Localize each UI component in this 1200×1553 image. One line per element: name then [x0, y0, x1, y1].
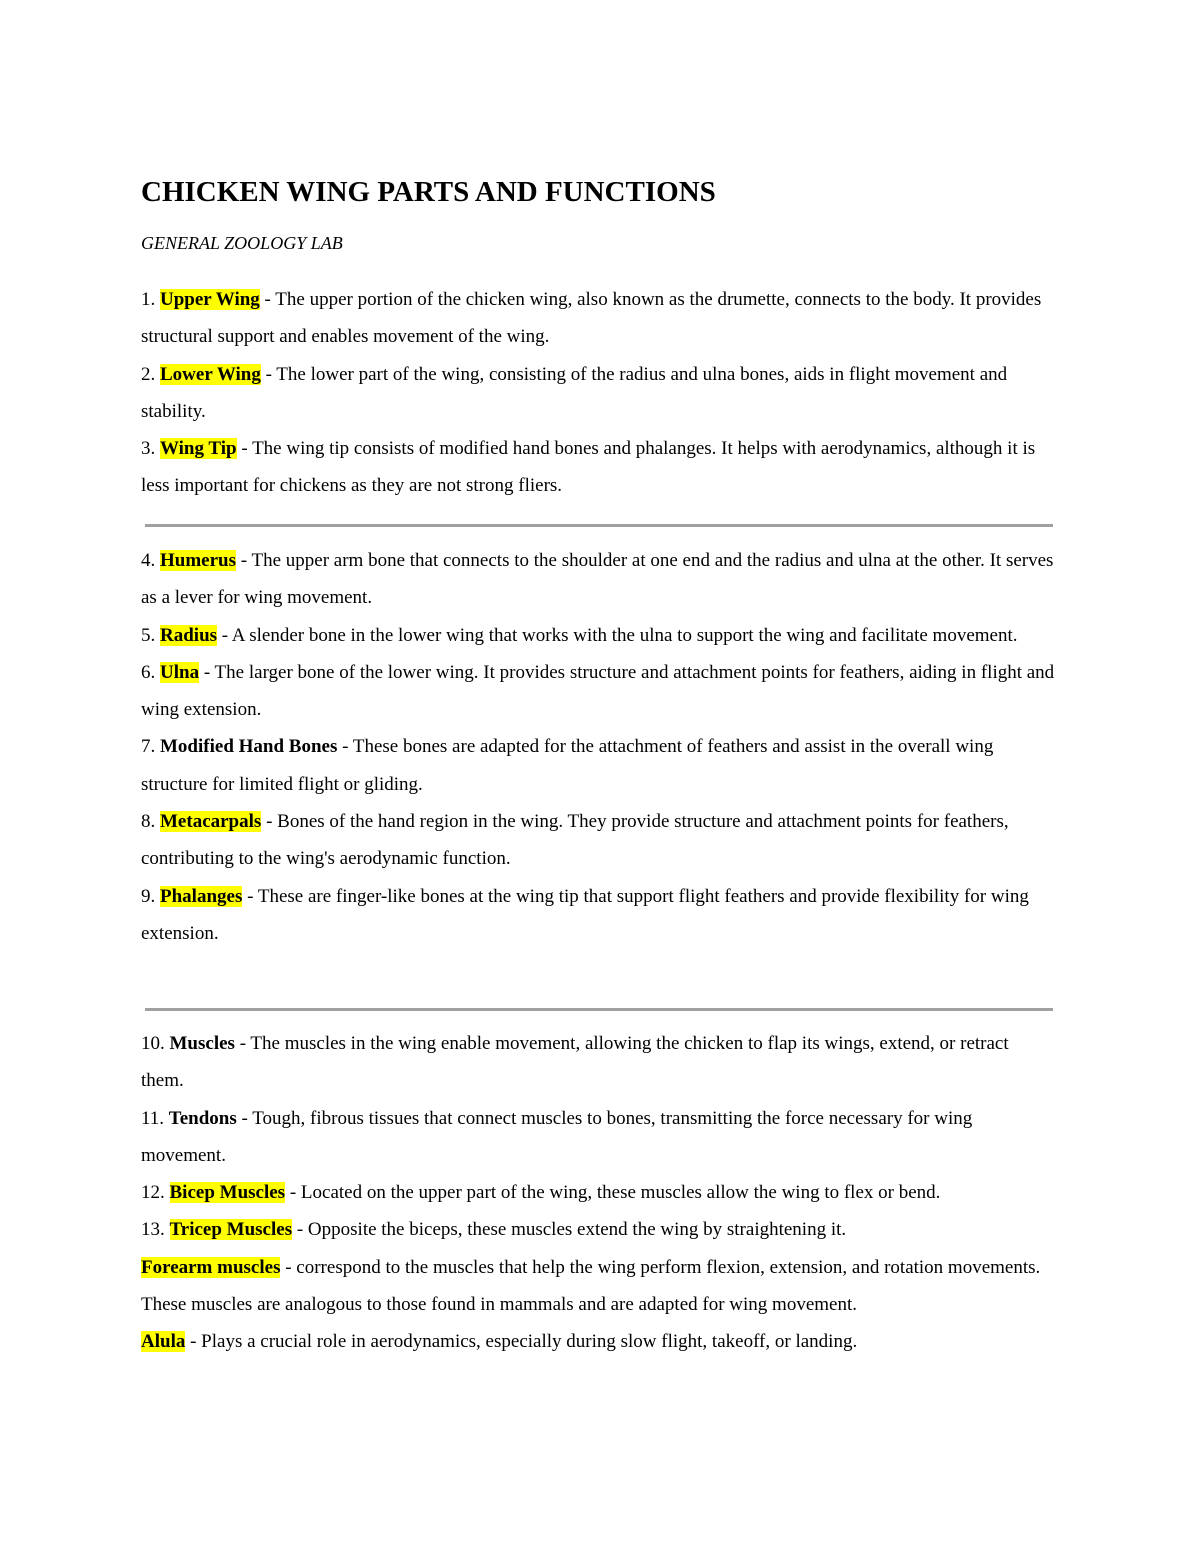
item-number: 9. — [141, 885, 156, 907]
item-description: - The larger bone of the lower wing. It provides structure and attachment points for feathers, aiding in flight and wing extension. — [141, 661, 1055, 721]
list-item — [141, 803, 1056, 878]
document-subtitle: GENERAL ZOOLOGY LAB — [141, 233, 343, 253]
item-term: Tricep Muscles — [169, 1219, 293, 1241]
list-item — [141, 1323, 1056, 1360]
item-description: - correspond to the muscles that help the wing perform flexion, extension, and rotation movements. These muscles are analogous to those found in mammals and are adapted for wing movement. — [141, 1256, 1041, 1316]
list-item — [141, 1174, 1056, 1211]
item-term: Radius — [160, 624, 218, 646]
item-number: 12. — [141, 1182, 165, 1204]
list-item — [141, 1100, 1056, 1175]
item-number: 3. — [141, 438, 156, 460]
item-number: 7. — [141, 736, 156, 758]
section-wing-parts — [141, 281, 1056, 505]
item-description: - The upper portion of the chicken wing, also known as the drumette, connects to the body. It provides structural support and enables movement of the wing. — [141, 289, 1042, 348]
item-number: 4. — [141, 550, 156, 571]
item-term: Lower Wing — [160, 363, 261, 385]
item-description: - Plays a crucial role in aerodynamics, especially during slow flight, takeoff, or landing. — [185, 1331, 858, 1353]
list-item — [141, 617, 1056, 654]
item-term: Tendons — [168, 1107, 237, 1129]
list-item — [141, 654, 1056, 729]
document-title: CHICKEN WING PARTS AND FUNCTIONS — [141, 176, 716, 208]
item-description: - Bones of the hand region in the wing. They provide structure and attachment points for feathers, contributing to the wing's aerodynamic function. — [141, 811, 1009, 870]
list-item — [141, 356, 1056, 431]
item-term: Upper Wing — [160, 289, 260, 310]
item-term: Metacarpals — [160, 811, 262, 833]
item-term: Ulna — [160, 661, 200, 683]
item-number: 8. — [141, 811, 156, 833]
item-number: 6. — [141, 661, 156, 683]
item-description: - These are finger-like bones at the wing tip that support flight feathers and provide flexibility for wing extension. — [141, 885, 1029, 944]
item-description: - The upper arm bone that connects to the shoulder at one end and the radius and ulna at the other. It serves as a lever for wing movement. — [141, 550, 1054, 609]
item-description: - The wing tip consists of modified hand bones and phalanges. It helps with aerodynamics, although it is less important for chickens as they are not strong fliers. — [141, 438, 1036, 497]
list-item — [141, 1211, 1056, 1248]
item-term: Bicep Muscles — [169, 1182, 286, 1204]
section-divider — [145, 1008, 1053, 1011]
item-number: 2. — [141, 363, 156, 385]
list-item — [141, 281, 1056, 356]
list-item — [141, 878, 1056, 953]
item-term: Modified Hand Bones — [160, 736, 338, 758]
item-term: Forearm muscles — [141, 1256, 281, 1278]
item-description: - The muscles in the wing enable movement, allowing the chicken to flap its wings, extend, or retract them. — [141, 1033, 1009, 1092]
list-item — [141, 728, 1056, 803]
section-bones — [141, 542, 1056, 952]
item-term: Muscles — [169, 1033, 235, 1054]
list-item — [141, 1249, 1056, 1324]
item-number: 1. — [141, 289, 156, 310]
section-divider — [145, 524, 1053, 527]
item-number: 5. — [141, 624, 156, 646]
item-description: - Opposite the biceps, these muscles extend the wing by straightening it. — [292, 1219, 847, 1241]
section-muscles — [141, 1025, 1056, 1361]
list-item — [141, 430, 1056, 505]
item-number: 10. — [141, 1033, 165, 1054]
item-number: 11. — [141, 1107, 165, 1129]
item-description: - Tough, fibrous tissues that connect muscles to bones, transmitting the force necessary for wing movement. — [141, 1107, 973, 1166]
item-term: Alula — [141, 1331, 186, 1353]
item-term: Wing Tip — [160, 438, 237, 460]
list-item — [141, 542, 1056, 617]
item-description: - Located on the upper part of the wing, these muscles allow the wing to flex or bend. — [285, 1182, 941, 1204]
item-description: - These bones are adapted for the attachment of feathers and assist in the overall wing structure for limited flight or gliding. — [141, 736, 994, 795]
item-description: - A slender bone in the lower wing that works with the ulna to support the wing and facilitate movement. — [217, 624, 1018, 646]
item-term: Humerus — [160, 550, 236, 571]
item-description: - The lower part of the wing, consisting of the radius and ulna bones, aids in flight movement and stability. — [141, 363, 1008, 422]
item-number: 13. — [141, 1219, 165, 1241]
item-term: Phalanges — [160, 885, 243, 907]
list-item — [141, 1025, 1056, 1100]
